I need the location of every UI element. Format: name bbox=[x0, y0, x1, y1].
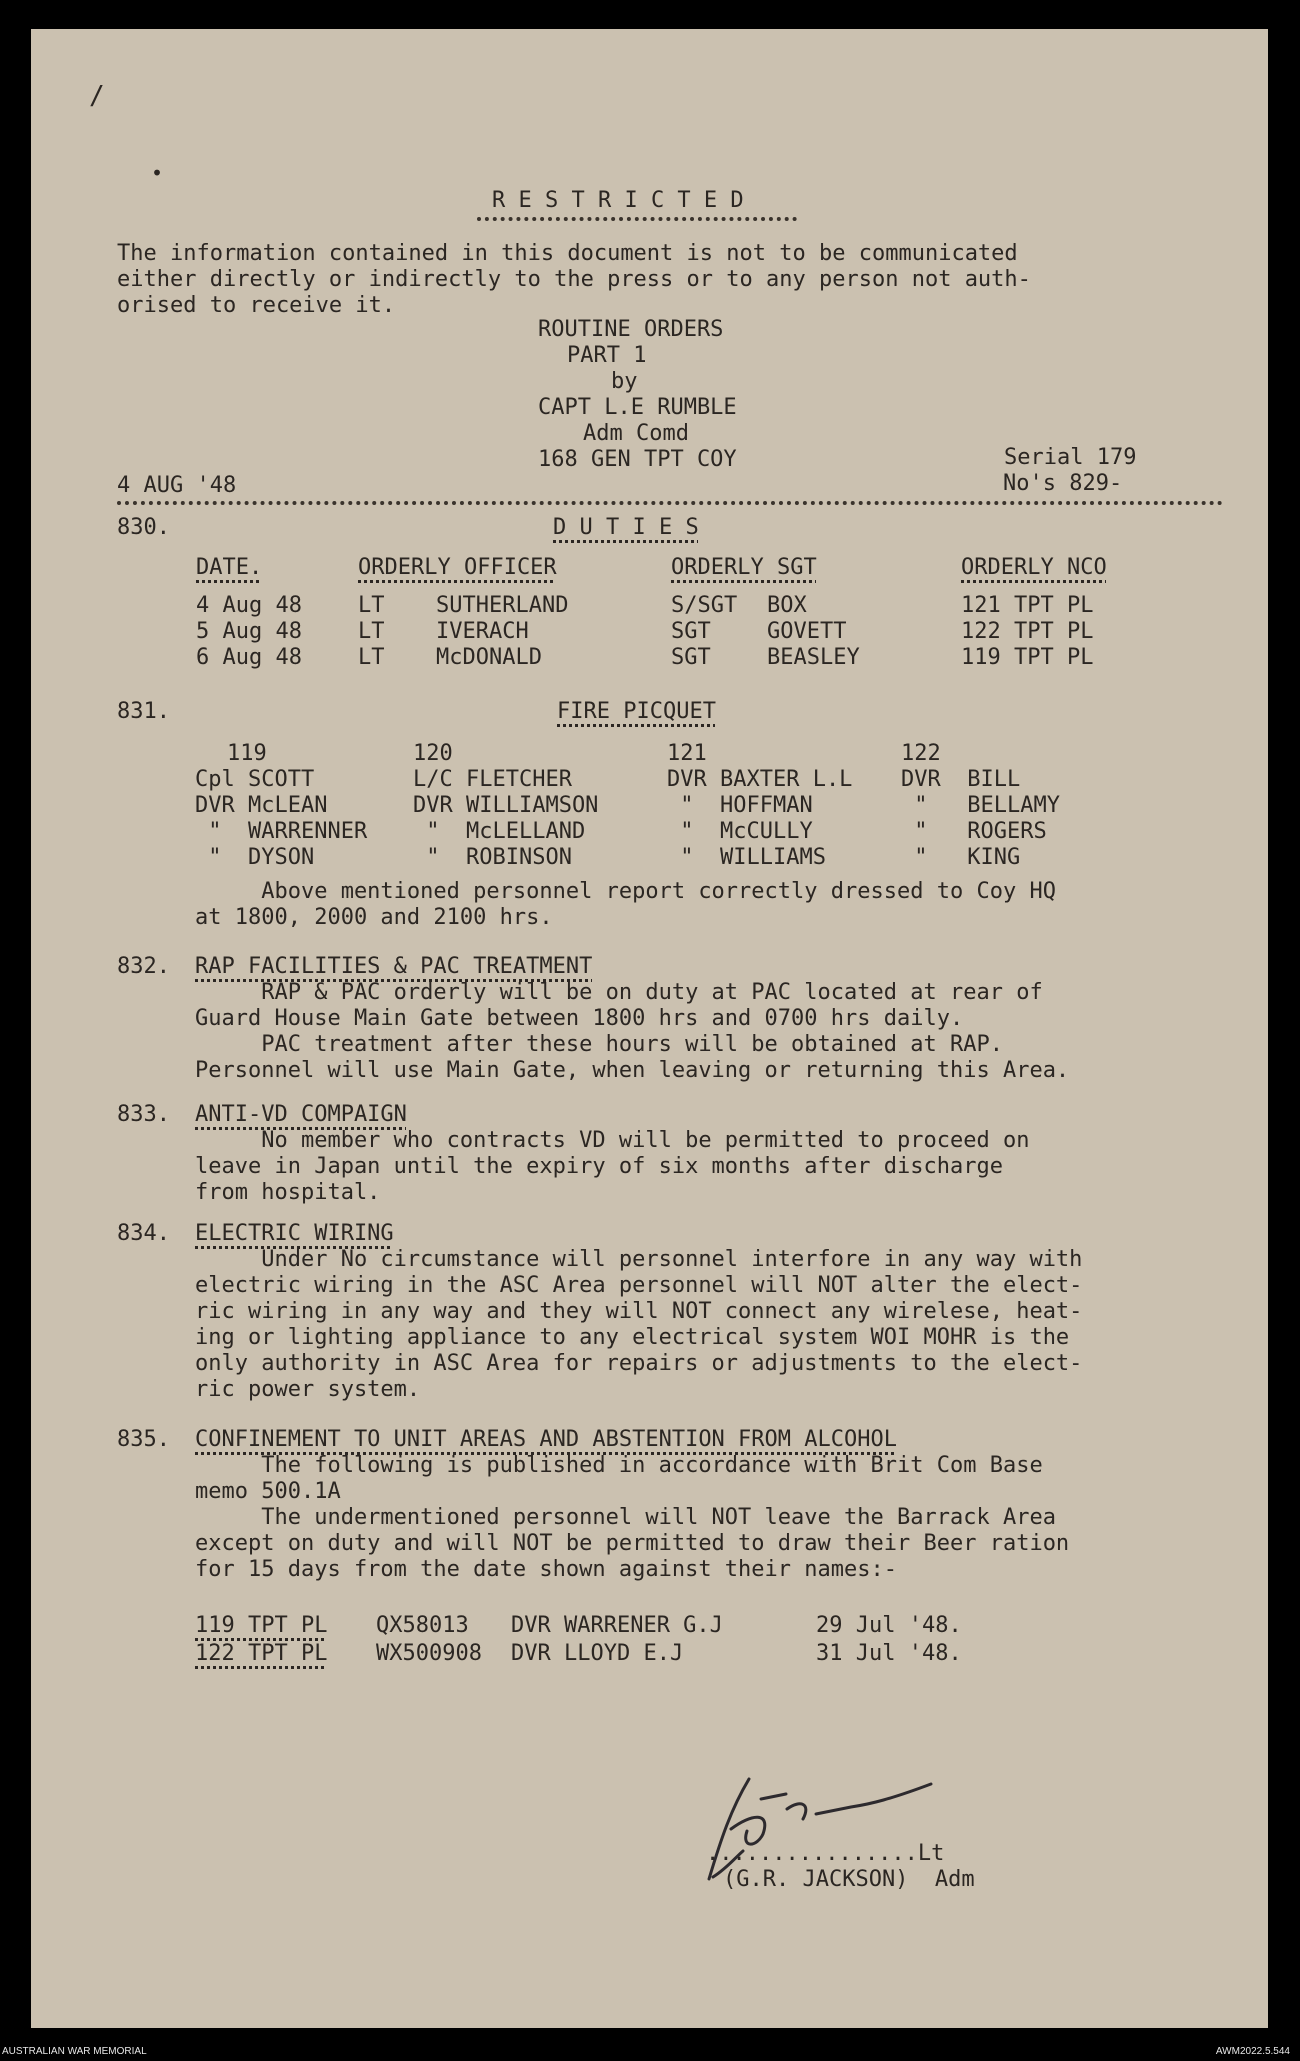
confined-number: QX58013 bbox=[376, 1613, 469, 1638]
column-header: DATE. bbox=[196, 555, 263, 580]
section-line: PAC treatment after these hours will be obtained at RAP. bbox=[195, 1032, 1003, 1057]
title-line: 168 GEN TPT COY bbox=[538, 447, 737, 472]
section-line: except on duty and will NOT be permitted to draw their Beer ration bbox=[195, 1531, 1070, 1556]
picquet-unit: 119 bbox=[227, 741, 267, 766]
picquet-note: Above mentioned personnel report correctly dressed to Coy HQ bbox=[195, 879, 1056, 904]
picquet-member: " WILLIAMS bbox=[667, 845, 826, 870]
column-header: ORDERLY OFFICER bbox=[358, 555, 557, 580]
section-line: Under No circumstance will personnel interfore in any way with bbox=[195, 1247, 1083, 1272]
picquet-member: L/C FLETCHER bbox=[413, 767, 572, 792]
section-line: The undermentioned personnel will NOT leave the Barrack Area bbox=[195, 1505, 1056, 1530]
duty-sgt-rank: S/SGT bbox=[671, 593, 738, 618]
picquet-member: " BELLAMY bbox=[901, 793, 1060, 818]
title-line: ROUTINE ORDERS bbox=[538, 317, 724, 342]
confined-name: DVR WARRENER G.J bbox=[511, 1613, 723, 1638]
duties-heading: D U T I E S bbox=[553, 515, 699, 540]
duty-nco: 119 TPT PL bbox=[961, 645, 1094, 670]
duty-officer: McDONALD bbox=[436, 645, 542, 670]
section-line: ric wiring in any way and they will NOT connect any wirelese, heat- bbox=[195, 1299, 1083, 1324]
ink-speck-icon: • bbox=[151, 161, 164, 185]
title-line: Adm Comd bbox=[583, 421, 689, 446]
picquet-member: DVR BAXTER L.L bbox=[667, 767, 853, 792]
duty-date: 5 Aug 48 bbox=[196, 619, 302, 644]
duty-nco: 121 TPT PL bbox=[961, 593, 1094, 618]
duty-date: 6 Aug 48 bbox=[196, 645, 302, 670]
picquet-member: " KING bbox=[901, 845, 1021, 870]
order-date: 4 AUG '48 bbox=[117, 473, 237, 498]
duty-sgt: GOVETT bbox=[767, 619, 847, 644]
section-line: No member who contracts VD will be permitted to proceed on bbox=[195, 1128, 1030, 1153]
picquet-unit: 120 bbox=[413, 741, 453, 766]
picquet-unit: 121 bbox=[667, 741, 707, 766]
section-line: The following is published in accordance with Brit Com Base bbox=[195, 1453, 1043, 1478]
picquet-member: " McLELLAND bbox=[413, 819, 586, 844]
serial-number: Serial 179 bbox=[1004, 445, 1137, 470]
duty-nco: 122 TPT PL bbox=[961, 619, 1094, 644]
duty-rank: LT bbox=[358, 619, 385, 644]
section-line: leave in Japan until the expiry of six months after discharge bbox=[195, 1154, 1003, 1179]
picquet-member: " WARRENNER bbox=[195, 819, 368, 844]
section-heading: RAP FACILITIES & PAC TREATMENT bbox=[195, 954, 593, 979]
section-line: from hospital. bbox=[195, 1180, 381, 1205]
picquet-member: DVR BILL bbox=[901, 767, 1021, 792]
footer-reference: AWM2022.5.544 bbox=[1215, 2046, 1290, 2057]
restricted-heading: R E S T R I C T E D bbox=[492, 188, 744, 213]
section-heading: ELECTRIC WIRING bbox=[195, 1221, 394, 1246]
restricted-underline bbox=[477, 217, 797, 221]
notice-line: The information contained in this document is not to be communicated bbox=[117, 241, 1018, 266]
picquet-member: DVR McLEAN bbox=[195, 793, 328, 818]
section-number: 832. bbox=[117, 954, 170, 979]
picquet-member: " ROBINSON bbox=[413, 845, 572, 870]
section-line: Guard House Main Gate between 1800 hrs and 0700 hrs daily. bbox=[195, 1006, 964, 1031]
confined-number: WX500908 bbox=[376, 1641, 482, 1666]
title-line: PART 1 bbox=[567, 343, 647, 368]
confined-unit: 119 TPT PL bbox=[195, 1613, 328, 1638]
picquet-member: " McCULLY bbox=[667, 819, 813, 844]
picquet-member: " DYSON bbox=[195, 845, 315, 870]
order-numbers: No's 829- bbox=[1003, 471, 1123, 496]
section-line: Personnel will use Main Gate, when leaving or returning this Area. bbox=[195, 1058, 1070, 1083]
section-line: electric wiring in the ASC Area personnel will NOT alter the elect- bbox=[195, 1273, 1083, 1298]
picquet-member: " ROGERS bbox=[901, 819, 1047, 844]
section-line: for 15 days from the date shown against their names:- bbox=[195, 1557, 897, 1582]
picquet-member: " HOFFMAN bbox=[667, 793, 813, 818]
title-line: CAPT L.E RUMBLE bbox=[538, 395, 737, 420]
duty-rank: LT bbox=[358, 645, 385, 670]
section-line: RAP & PAC orderly will be on duty at PAC located at rear of bbox=[195, 980, 1043, 1005]
title-line: by bbox=[611, 369, 638, 394]
section-number: 835. bbox=[117, 1427, 170, 1452]
section-heading: CONFINEMENT TO UNIT AREAS AND ABSTENTION FROM ALCOHOL bbox=[195, 1427, 897, 1452]
confined-date: 31 Jul '48. bbox=[816, 1641, 962, 1666]
fire-picquet-heading: FIRE PICQUET bbox=[557, 699, 716, 724]
section-number: 834. bbox=[117, 1221, 170, 1246]
duty-officer: SUTHERLAND bbox=[436, 593, 569, 618]
document-page bbox=[31, 29, 1268, 2028]
picquet-note: at 1800, 2000 and 2100 hrs. bbox=[195, 905, 553, 930]
notice-line: either directly or indirectly to the press or to any person not auth- bbox=[117, 267, 1031, 292]
section-line: ric power system. bbox=[195, 1377, 421, 1402]
picquet-member: DVR WILLIAMSON bbox=[413, 793, 599, 818]
confined-date: 29 Jul '48. bbox=[816, 1613, 962, 1638]
duty-sgt-rank: SGT bbox=[671, 619, 711, 644]
signature-line: ................Lt bbox=[706, 1841, 945, 1866]
duty-sgt-rank: SGT bbox=[671, 645, 711, 670]
section-number: 831. bbox=[117, 699, 170, 724]
duty-sgt: BOX bbox=[767, 593, 807, 618]
section-line: memo 500.1A bbox=[195, 1479, 341, 1504]
duty-rank: LT bbox=[358, 593, 385, 618]
header-divider bbox=[117, 501, 1223, 505]
duty-date: 4 Aug 48 bbox=[196, 593, 302, 618]
page-mark-icon: / bbox=[89, 81, 105, 111]
section-line: ing or lighting appliance to any electrical system WOI MOHR is the bbox=[195, 1325, 1070, 1350]
section-number: 830. bbox=[117, 515, 170, 540]
confined-unit: 122 TPT PL bbox=[195, 1641, 328, 1666]
signatory-name: (G.R. JACKSON) Adm bbox=[723, 1867, 975, 1892]
picquet-member: Cpl SCOTT bbox=[195, 767, 315, 792]
picquet-unit: 122 bbox=[901, 741, 941, 766]
duty-officer: IVERACH bbox=[436, 619, 529, 644]
confined-name: DVR LLOYD E.J bbox=[511, 1641, 684, 1666]
notice-line: orised to receive it. bbox=[117, 293, 396, 318]
column-header: ORDERLY SGT bbox=[671, 555, 817, 580]
section-number: 833. bbox=[117, 1102, 170, 1127]
column-header: ORDERLY NCO bbox=[961, 555, 1107, 580]
section-heading: ANTI-VD COMPAIGN bbox=[195, 1102, 407, 1127]
footer-source: AUSTRALIAN WAR MEMORIAL bbox=[2, 2046, 147, 2057]
duty-sgt: BEASLEY bbox=[767, 645, 860, 670]
section-line: only authority in ASC Area for repairs or adjustments to the elect- bbox=[195, 1351, 1083, 1376]
